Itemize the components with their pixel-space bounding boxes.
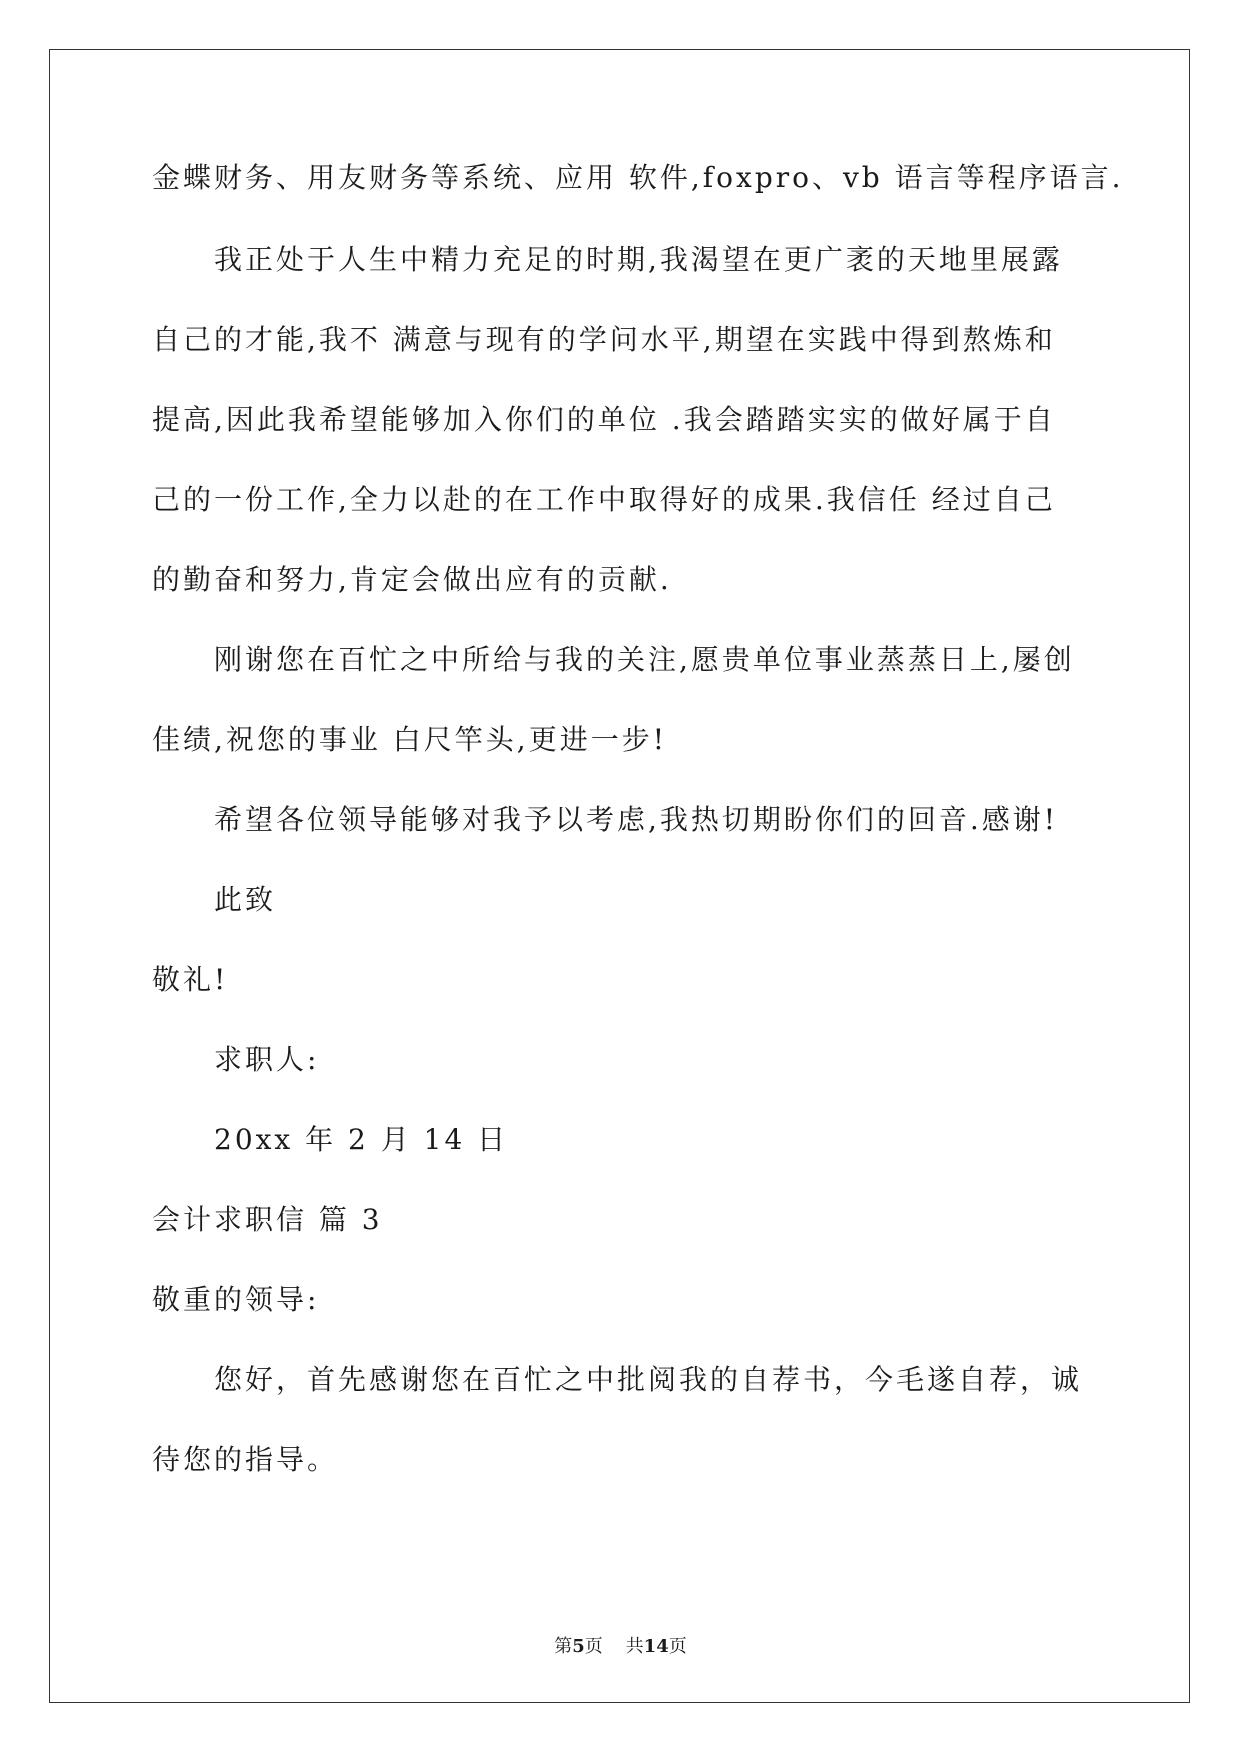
current-page-number: 5	[572, 1636, 585, 1657]
page-footer	[0, 1632, 1241, 1658]
letter-date: 20xx 年 2 月 14 日	[214, 1123, 509, 1156]
applicant-signature: 求职人:	[214, 1043, 320, 1076]
document-body	[152, 161, 1124, 1526]
text-line: 我正处于人生中精力充足的时期,我渴望在更广袤的天地里展露	[214, 243, 1063, 276]
total-prefix: 共	[625, 1636, 644, 1657]
text-line: 的勤奋和努力,肯定会做出应有的贡献.	[152, 563, 672, 596]
closing-salutation: 此致	[214, 883, 277, 916]
page-unit: 页	[584, 1636, 603, 1657]
text-line: 刚谢您在百忙之中所给与我的关注,愿贵单位事业蒸蒸日上,屡创	[214, 643, 1075, 676]
text-line: 待您的指导。	[152, 1443, 339, 1476]
text-line: 自己的才能,我不 满意与现有的学问水平,期望在实践中得到熬炼和	[152, 323, 1056, 356]
text-line: 佳绩,祝您的事业 白尺竿头,更进一步!	[152, 723, 667, 756]
letter-greeting: 敬重的领导:	[152, 1283, 320, 1316]
text-line: 您好，首先感谢您在百忙之中批阅我的自荐书，今毛遂自荐，诚	[214, 1363, 1083, 1396]
closing-regards: 敬礼!	[152, 963, 229, 996]
total-pages-number: 14	[643, 1636, 669, 1657]
section-title: 会计求职信 篇 3	[152, 1203, 383, 1236]
page-prefix: 第	[554, 1636, 573, 1657]
text-line: 提高,因此我希望能够加入你们的单位 .我会踏踏实实的做好属于自	[152, 403, 1056, 436]
total-unit: 页	[668, 1636, 687, 1657]
text-line: 己的一份工作,全力以赴的在工作中取得好的成果.我信任 经过自己	[152, 483, 1056, 516]
text-line: 金蝶财务、用友财务等系统、应用 软件,foxpro、vb 语言等程序语言.	[152, 161, 1124, 194]
text-line: 希望各位领导能够对我予以考虑,我热切期盼你们的回音.感谢!	[214, 803, 1059, 836]
